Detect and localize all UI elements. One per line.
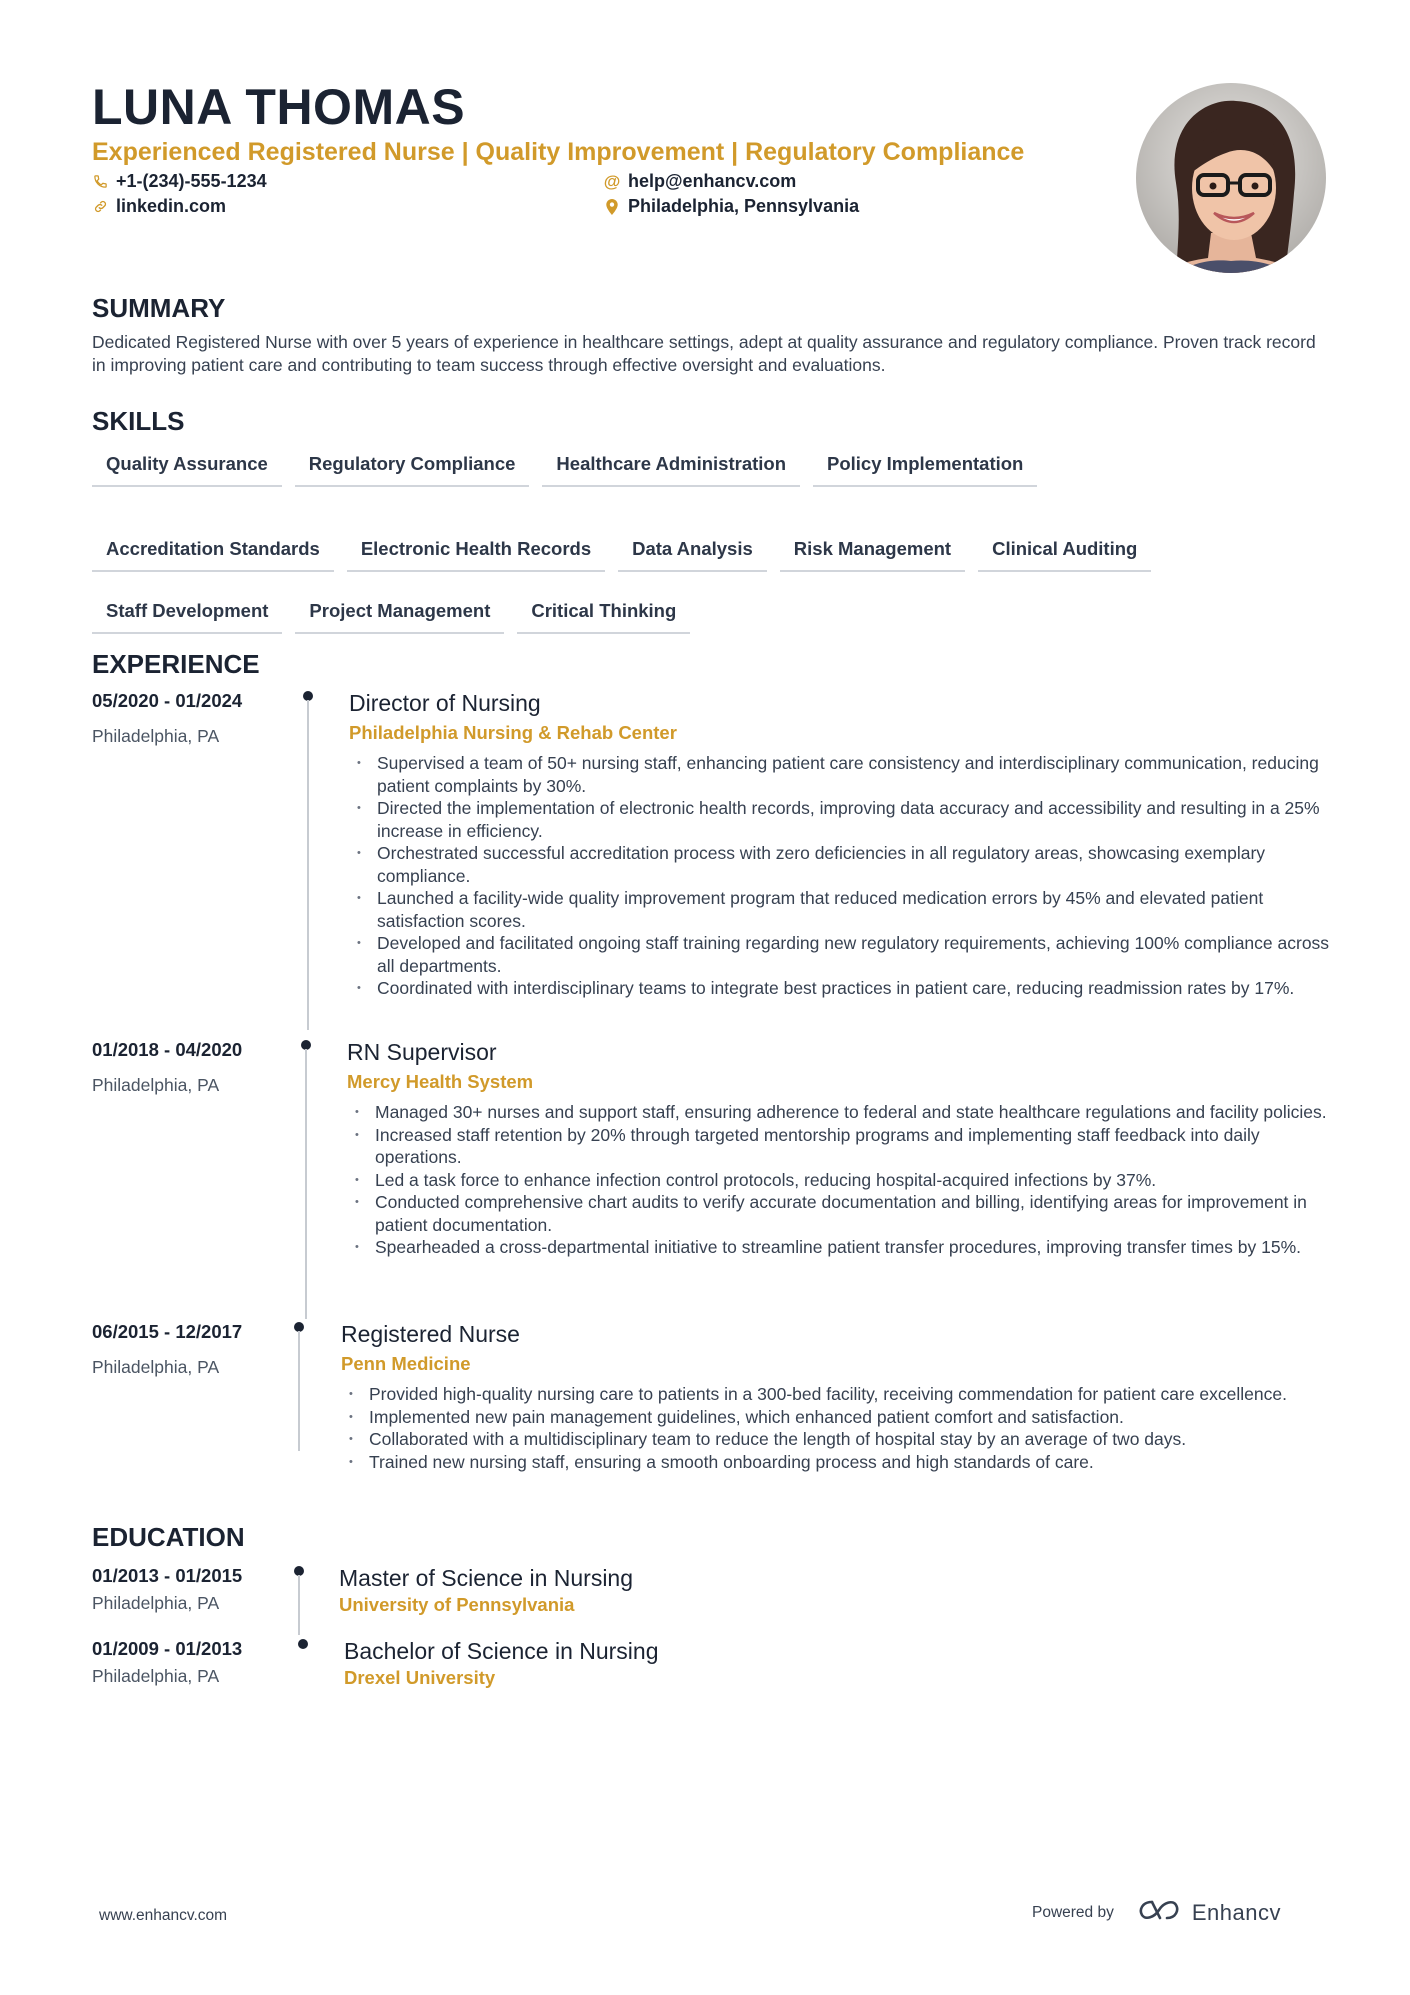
skills-heading: SKILLS bbox=[92, 406, 185, 436]
contact-phone bbox=[92, 171, 267, 192]
experience-role: RN Supervisor bbox=[347, 1039, 497, 1065]
skill-tag: Staff Development bbox=[92, 595, 282, 634]
education-location: Philadelphia, PA bbox=[92, 1593, 220, 1613]
experience-location: Philadelphia, PA bbox=[92, 726, 220, 746]
experience-bullets bbox=[347, 1101, 1347, 1259]
experience-entry bbox=[92, 690, 1332, 1030]
bullet-item: • Provided high-quality nursing care to patients in a 300-bed facility, receiving commendation for patient care excellence. bbox=[341, 1383, 1341, 1406]
bullet-item: • Collaborated with a multidisciplinary team to reduce the length of hospital stay by an average of two days. bbox=[341, 1428, 1341, 1451]
phone-icon bbox=[92, 174, 108, 190]
candidate-name: LUNA THOMAS bbox=[92, 79, 466, 135]
brand-logo[interactable] bbox=[1136, 1898, 1281, 1928]
skill-tag: Accreditation Standards bbox=[92, 533, 334, 572]
candidate-headline: Experienced Registered Nurse | Quality Improvement | Regulatory Compliance bbox=[92, 138, 1025, 166]
experience-dates: 06/2015 - 12/2017 bbox=[92, 1321, 243, 1342]
skill-tag: Risk Management bbox=[780, 533, 965, 572]
education-degree: Bachelor of Science in Nursing bbox=[344, 1638, 659, 1664]
bullet-item: • Conducted comprehensive chart audits to verify accurate documentation and billing, identifying areas for improvement in patient documentation. bbox=[347, 1191, 1347, 1236]
linkedin-text[interactable]: linkedin.com bbox=[116, 196, 227, 216]
skill-tag: Project Management bbox=[295, 595, 504, 634]
contact-email[interactable] bbox=[604, 171, 796, 192]
bullet-item: • Increased staff retention by 20% through targeted mentorship programs and implementing staff feedback into daily operations. bbox=[347, 1124, 1347, 1169]
location-text: Philadelphia, Pennsylvania bbox=[628, 196, 860, 216]
experience-dates: 05/2020 - 01/2024 bbox=[92, 690, 243, 711]
skill-tag: Policy Implementation bbox=[813, 448, 1037, 487]
timeline-line bbox=[305, 1049, 307, 1319]
experience-role: Director of Nursing bbox=[349, 690, 541, 716]
education-dates: 01/2009 - 01/2013 bbox=[92, 1638, 243, 1659]
experience-location: Philadelphia, PA bbox=[92, 1075, 220, 1095]
experience-org: Penn Medicine bbox=[341, 1353, 471, 1374]
skill-tag: Regulatory Compliance bbox=[295, 448, 530, 487]
experience-heading: EXPERIENCE bbox=[92, 649, 260, 679]
bullet-item: • Supervised a team of 50+ nursing staff, enhancing patient care consistency and interdisciplinary communication, reducing patient complaints by 30%. bbox=[349, 752, 1349, 797]
enhancv-logo-icon bbox=[1136, 1898, 1182, 1928]
experience-entry bbox=[92, 1039, 1332, 1319]
skill-tag: Critical Thinking bbox=[517, 595, 690, 634]
education-degree: Master of Science in Nursing bbox=[339, 1565, 634, 1591]
education-school: University of Pennsylvania bbox=[339, 1594, 575, 1615]
bullet-item: • Spearheaded a cross-departmental initiative to streamline patient transfer procedures, improving transfer times by 15%. bbox=[347, 1236, 1347, 1259]
location-pin-icon bbox=[604, 199, 620, 215]
bullet-item: • Managed 30+ nurses and support staff, ensuring adherence to federal and state healthcare regulations and facility policies. bbox=[347, 1101, 1347, 1124]
experience-dates: 01/2018 - 04/2020 bbox=[92, 1039, 243, 1060]
experience-bullets bbox=[349, 752, 1349, 1000]
email-text[interactable]: help@enhancv.com bbox=[628, 171, 797, 191]
timeline-dot bbox=[298, 1639, 308, 1649]
experience-location: Philadelphia, PA bbox=[92, 1357, 220, 1377]
skill-tag: Electronic Health Records bbox=[347, 533, 605, 572]
skill-tag: Data Analysis bbox=[618, 533, 767, 572]
contact-location bbox=[604, 196, 859, 217]
powered-by-text: Powered by bbox=[1032, 1904, 1114, 1921]
skill-tag: Healthcare Administration bbox=[542, 448, 800, 487]
education-entry bbox=[92, 1638, 892, 1708]
education-heading: EDUCATION bbox=[92, 1522, 245, 1552]
bullet-item: • Launched a facility-wide quality improvement program that reduced medication errors by 45% and elevated patient satisfaction scores. bbox=[349, 887, 1349, 932]
timeline-line bbox=[298, 1331, 300, 1451]
footer-website[interactable]: www.enhancv.com bbox=[99, 1907, 228, 1924]
bullet-item: • Developed and facilitated ongoing staff training regarding new regulatory requirements, achieving 100% compliance across all departments. bbox=[349, 932, 1349, 977]
bullet-item: • Led a task force to enhance infection control protocols, reducing hospital-acquired infections by 37%. bbox=[347, 1169, 1347, 1192]
bullet-item: • Trained new nursing staff, ensuring a smooth onboarding process and high standards of care. bbox=[341, 1451, 1341, 1474]
brand-name: Enhancv bbox=[1191, 1900, 1281, 1925]
education-dates: 01/2013 - 01/2015 bbox=[92, 1565, 243, 1586]
bullet-item: • Coordinated with interdisciplinary teams to integrate best practices in patient care, reducing readmission rates by 17%. bbox=[349, 977, 1349, 1000]
bullet-item: • Directed the implementation of electronic health records, improving data accuracy and accessibility and resulting in a 25% increase in efficiency. bbox=[349, 797, 1349, 842]
contact-linkedin[interactable] bbox=[92, 196, 226, 217]
education-school: Drexel University bbox=[344, 1667, 496, 1688]
bullet-item: • Implemented new pain management guidelines, which enhanced patient comfort and satisfaction. bbox=[341, 1406, 1341, 1429]
timeline-line bbox=[298, 1575, 300, 1635]
bullet-item: • Orchestrated successful accreditation process with zero deficiencies in all regulatory areas, showcasing exemplary compliance. bbox=[349, 842, 1349, 887]
experience-entry bbox=[92, 1321, 1332, 1501]
footer-branding bbox=[1032, 1898, 1281, 1928]
at-icon: @ bbox=[603, 171, 621, 191]
timeline-line bbox=[307, 700, 309, 1030]
summary-text: Dedicated Registered Nurse with over 5 years of experience in healthcare settings, adept at quality assurance and regulatory compliance. Proven track record in improving patient care and contributing to team success through effective oversight and evaluations. bbox=[92, 332, 1316, 375]
experience-role: Registered Nurse bbox=[341, 1321, 520, 1347]
education-entry bbox=[92, 1565, 892, 1635]
phone-text: +1-(234)-555-1234 bbox=[116, 171, 267, 191]
summary-heading: SUMMARY bbox=[92, 293, 226, 323]
skill-tag: Clinical Auditing bbox=[978, 533, 1151, 572]
experience-org: Philadelphia Nursing & Rehab Center bbox=[349, 722, 677, 743]
experience-org: Mercy Health System bbox=[347, 1071, 534, 1092]
skill-tag: Quality Assurance bbox=[92, 448, 282, 487]
link-icon bbox=[92, 199, 108, 215]
profile-photo bbox=[1136, 83, 1326, 273]
experience-bullets bbox=[341, 1383, 1341, 1473]
skills-list bbox=[92, 448, 1242, 634]
education-location: Philadelphia, PA bbox=[92, 1666, 220, 1686]
